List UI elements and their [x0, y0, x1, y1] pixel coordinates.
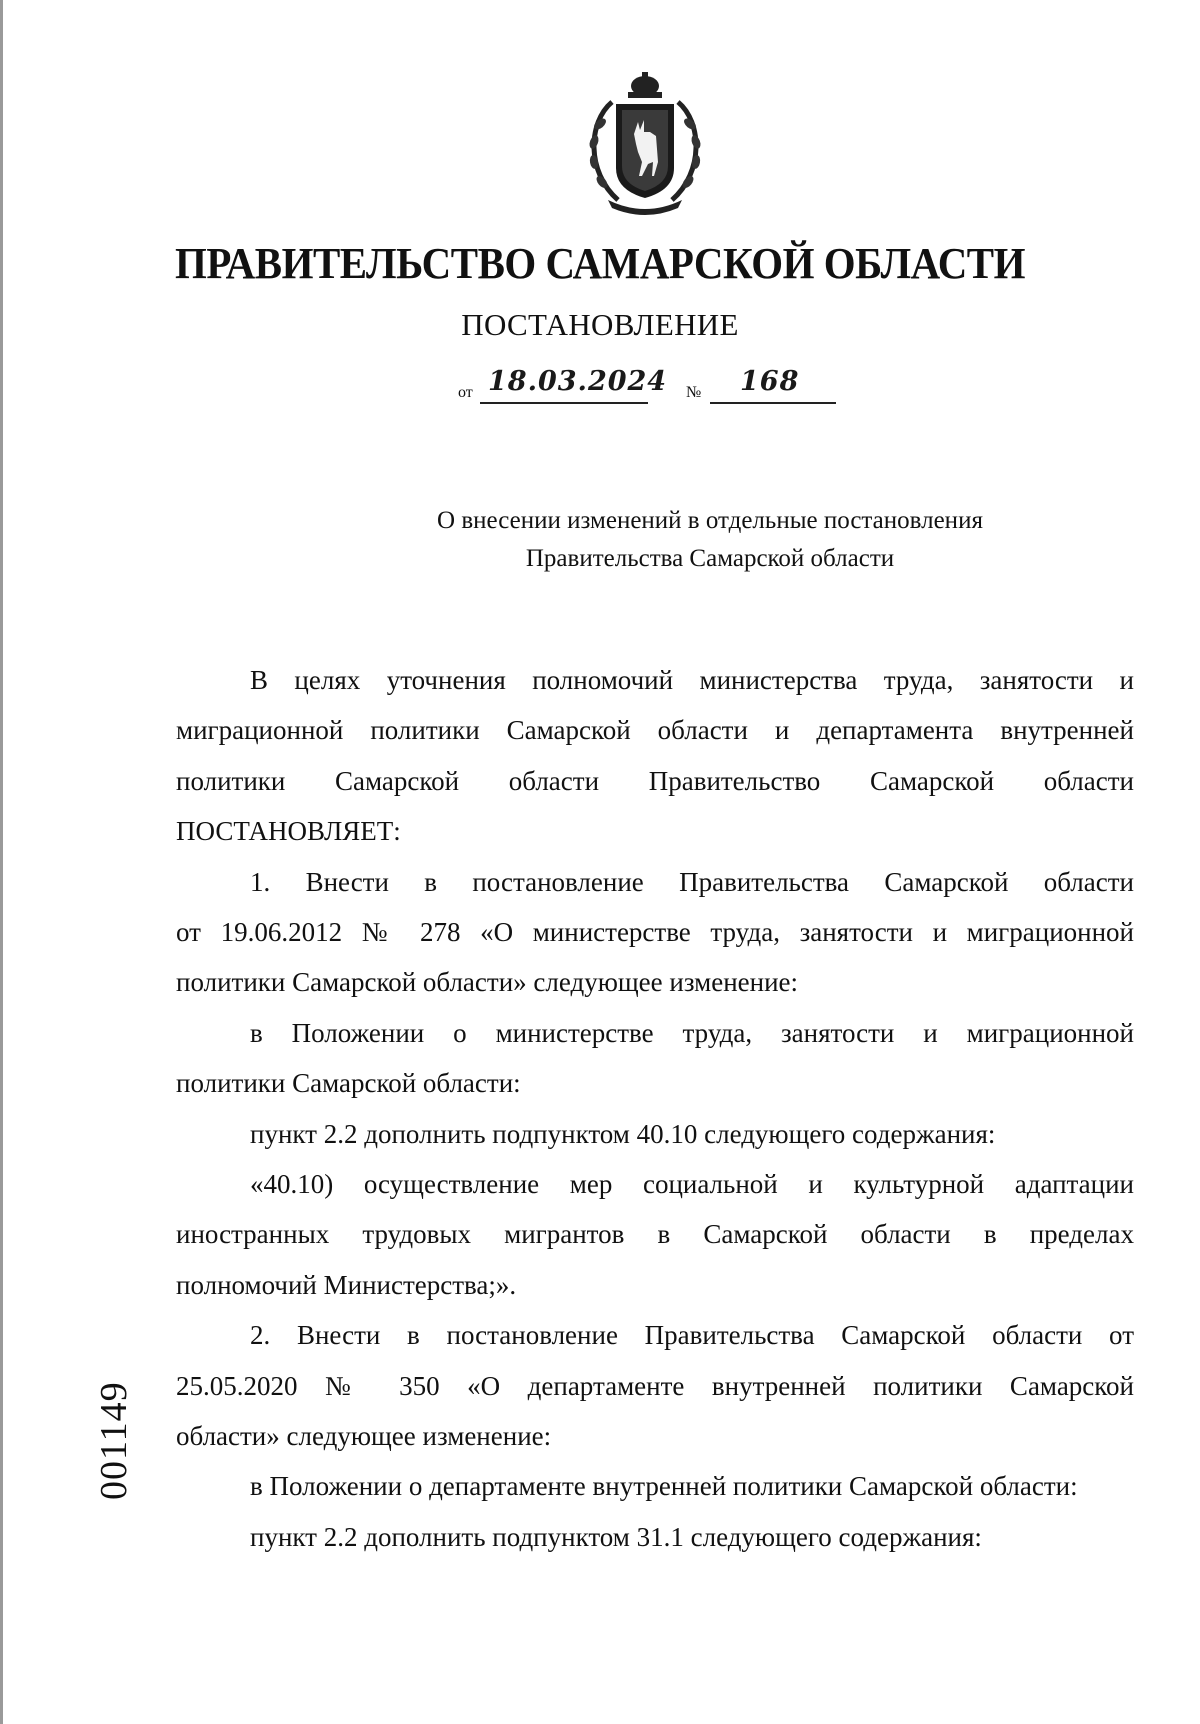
body-line: «40.10) осуществление мер социальной и культурной адаптации — [250, 1169, 1134, 1199]
margin-registration-number: 001149 — [93, 1381, 135, 1500]
coat-of-arms-emblem — [578, 72, 712, 218]
date-number-line — [458, 366, 858, 406]
body-line: В целях уточнения полномочий министерства труда, занятости и — [250, 665, 1134, 695]
body-line: от 19.06.2012 № 278 «О министерстве труда, занятости и миграционной — [176, 917, 1134, 947]
body-line: политики Самарской области: — [176, 1068, 521, 1098]
body-line: политики Самарской области» следующее изменение: — [176, 967, 799, 997]
date-value: 18.03.2024 — [488, 366, 668, 397]
date-underline — [480, 402, 648, 404]
scan-edge — [0, 0, 3, 1724]
document-type: ПОСТАНОВЛЕНИЕ — [461, 307, 739, 342]
body-line: 2. Внести в постановление Правительства Самарской области от — [250, 1320, 1134, 1350]
subject-line-2: Правительства Самарской области — [525, 545, 895, 572]
body-line: миграционной политики Самарской области и департамента внутренней — [176, 715, 1134, 745]
body-line: 1. Внести в постановление Правительства Самарской области — [250, 867, 1134, 897]
subject-line-1: О внесении изменений в отдельные постановления — [437, 507, 983, 534]
body-line: пункт 2.2 дополнить подпунктом 31.1 следующего содержания: — [250, 1522, 982, 1552]
body-line: в Положении о департаменте внутренней политики Самарской области: — [250, 1471, 1078, 1501]
body-line: пункт 2.2 дополнить подпунктом 40.10 следующего содержания: — [250, 1119, 996, 1149]
number-value: 168 — [740, 366, 800, 397]
body-line: полномочий Министерства;». — [176, 1270, 517, 1300]
body-line: ПОСТАНОВЛЯЕТ: — [176, 816, 401, 846]
body-line: в Положении о министерстве труда, занятости и миграционной — [250, 1018, 1134, 1048]
document-subject — [0, 502, 1200, 578]
body-line: политики Самарской области Правительство Самарской области — [176, 766, 1134, 796]
number-underline — [710, 402, 836, 404]
body-line: области» следующее изменение: — [176, 1421, 552, 1451]
number-label: № — [686, 384, 702, 401]
organization-title: ПРАВИТЕЛЬСТВО САМАРСКОЙ ОБЛАСТИ — [175, 239, 1025, 288]
date-label: от — [458, 384, 473, 401]
body-line: иностранных трудовых мигрантов в Самарской области в пределах — [176, 1219, 1134, 1249]
body-line: 25.05.2020 № 350 «О департаменте внутренней политики Самарской — [176, 1371, 1134, 1401]
